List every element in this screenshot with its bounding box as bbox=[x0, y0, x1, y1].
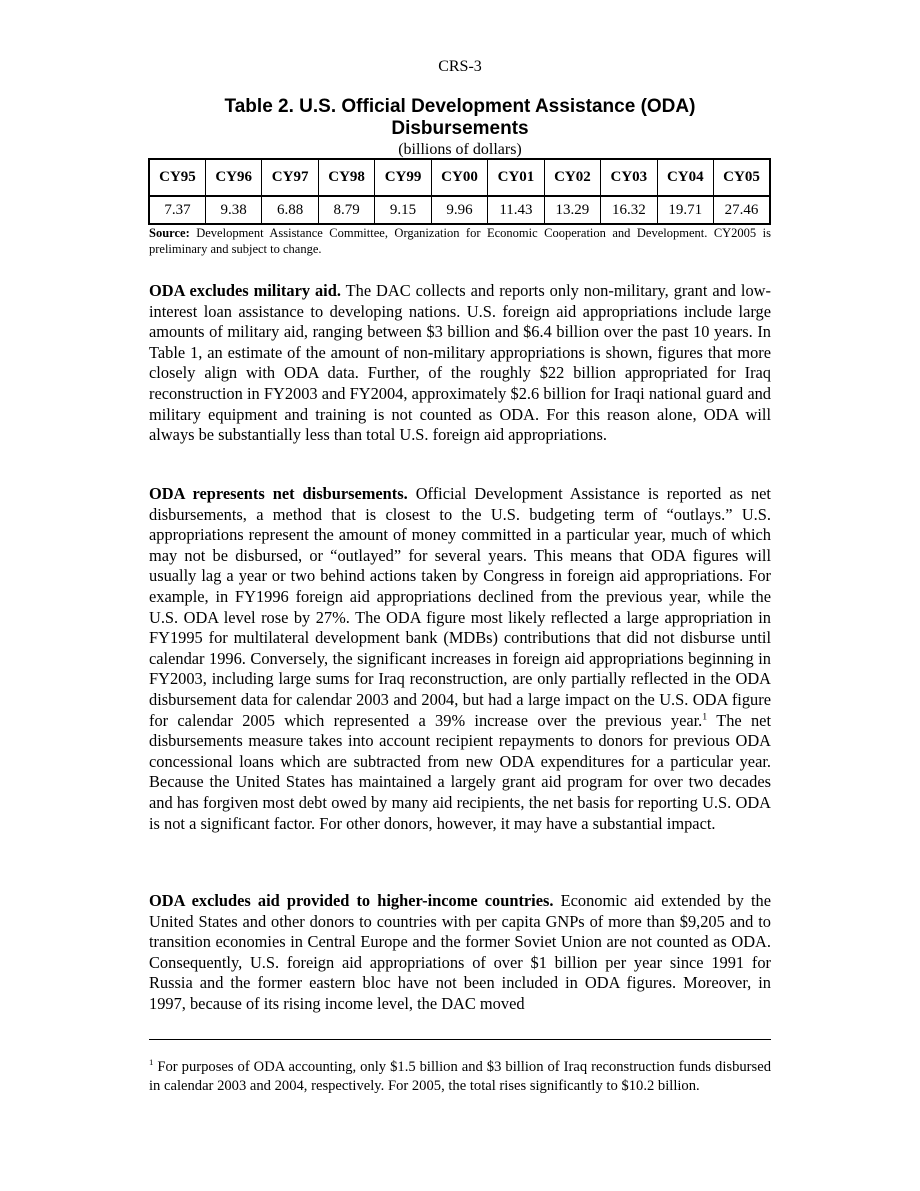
footnote-text: For purposes of ODA accounting, only $1.5 billion and $3 billion of Iraq reconstruction funds disbursed in calendar 2003 and 2004, respectively. For 2005, the total rises significantly to $10.2 billion. bbox=[149, 1059, 771, 1094]
table-cell: 6.88 bbox=[262, 196, 318, 224]
footnote bbox=[149, 1058, 771, 1096]
source-text: Development Assistance Committee, Organization for Economic Cooperation and Development. CY2005 is preliminary and subject to change. bbox=[149, 226, 771, 256]
table-cell: 7.37 bbox=[149, 196, 205, 224]
column-header: CY03 bbox=[601, 159, 657, 196]
paragraph-text-continued: The net disbursements measure takes into account recipient repayments to donors for previous ODA concessional loans which are subtracted from new ODA expenditures for a particular year. Because the United States has maintained a largely grant aid program for over two decades and has forgiven most debt owed by many aid recipients, the net basis for reporting U.S. ODA is not a significant factor. For other donors, however, it may have a substantial impact. bbox=[149, 710, 771, 833]
column-header: CY99 bbox=[375, 159, 431, 196]
paragraph-text: Official Development Assistance is reported as net disbursements, a method that is closest to the U.S. budgeting term of “outlays.” U.S. appropriations represent the amount of money committed in a particular year, much of which may not be disbursed, or “outlayed” for several years. This means that ODA figures will usually lag a year or two behind actions taken by Congress in foreign aid appropriations. For example, in FY1996 foreign aid appropriations declined from the previous year, while the U.S. ODA level rose by 27%. The ODA figure most likely reflected a large appropriation in FY1995 for multilateral development bank (MDBs) contributions that did not disburse until calendar 1996. Conversely, the significant increases in foreign aid appropriations beginning in FY2003, including large sums for Iraq reconstruction, are only partially reflected in the ODA disbursement data for calendar 2003 and 2004, but had a large impact on the U.S. ODA figure for calendar 2005 which represented a 39% increase over the previous year. bbox=[149, 484, 771, 730]
column-header: CY00 bbox=[431, 159, 487, 196]
table-cell: 9.96 bbox=[431, 196, 487, 224]
paragraph-heading: ODA excludes aid provided to higher-income countries. bbox=[149, 891, 554, 910]
footnote-marker: 1 bbox=[149, 1057, 154, 1068]
footnote-divider bbox=[149, 1039, 771, 1040]
paragraph-text: The DAC collects and reports only non-military, grant and low-interest loan assistance to developing nations. U.S. foreign aid appropriations include large amounts of military aid, ranging between $3 billion and $6.4 billion over the past 10 years. In Table 1, an estimate of the amount of non-military appropriations is shown, figures that more closely align with ODA data. Further, of the roughly $22 billion appropriated for Iraq reconstruction in FY2003 and FY2004, approximately $2.6 billion for Iraqi national guard and military equipment and training is not counted as ODA. For this reason alone, ODA will always be substantially less than total U.S. foreign aid appropriations. bbox=[149, 281, 771, 445]
column-header: CY98 bbox=[318, 159, 374, 196]
column-header: CY96 bbox=[205, 159, 261, 196]
page-header: CRS-3 bbox=[438, 58, 482, 75]
table-title-line-1: Table 2. U.S. Official Development Assistance (ODA) bbox=[224, 96, 696, 117]
paragraph-military-aid bbox=[149, 281, 771, 446]
footnote-reference[interactable]: 1 bbox=[702, 711, 708, 723]
column-header: CY97 bbox=[262, 159, 318, 196]
table-cell: 13.29 bbox=[544, 196, 600, 224]
paragraph-net-disbursements bbox=[149, 484, 771, 834]
column-header: CY95 bbox=[149, 159, 205, 196]
column-header: CY02 bbox=[544, 159, 600, 196]
table-cell: 11.43 bbox=[488, 196, 544, 224]
table-title bbox=[149, 96, 771, 140]
paragraph-heading: ODA excludes military aid. bbox=[149, 281, 341, 300]
paragraph-text: Economic aid extended by the United States and other donors to countries with per capita GNPs of more than $9,205 and to transition economies in Central Europe and the former Soviet Union are not counted as ODA. Consequently, U.S. foreign aid appropriations of over $1 billion per year since 1991 for Russia and the former eastern bloc have not been included in ODA figures. Moreover, in 1997, because of its rising income level, the DAC moved bbox=[149, 891, 771, 1013]
table-cell: 9.38 bbox=[205, 196, 261, 224]
table-title-line-2: Disbursements bbox=[391, 118, 529, 139]
table-cell: 16.32 bbox=[601, 196, 657, 224]
table-cell: 9.15 bbox=[375, 196, 431, 224]
table-source-note bbox=[149, 225, 771, 257]
oda-disbursements-table bbox=[148, 158, 771, 225]
paragraph-higher-income-countries bbox=[149, 891, 771, 1015]
column-header: CY04 bbox=[657, 159, 713, 196]
paragraph-heading: ODA represents net disbursements. bbox=[149, 484, 408, 503]
table-subtitle: (billions of dollars) bbox=[398, 141, 522, 158]
table-cell: 8.79 bbox=[318, 196, 374, 224]
column-header: CY01 bbox=[488, 159, 544, 196]
column-header: CY05 bbox=[714, 159, 770, 196]
table-row bbox=[149, 196, 770, 224]
table-header-row bbox=[149, 159, 770, 196]
table-cell: 27.46 bbox=[714, 196, 770, 224]
source-label: Source: bbox=[149, 226, 190, 240]
table-cell: 19.71 bbox=[657, 196, 713, 224]
